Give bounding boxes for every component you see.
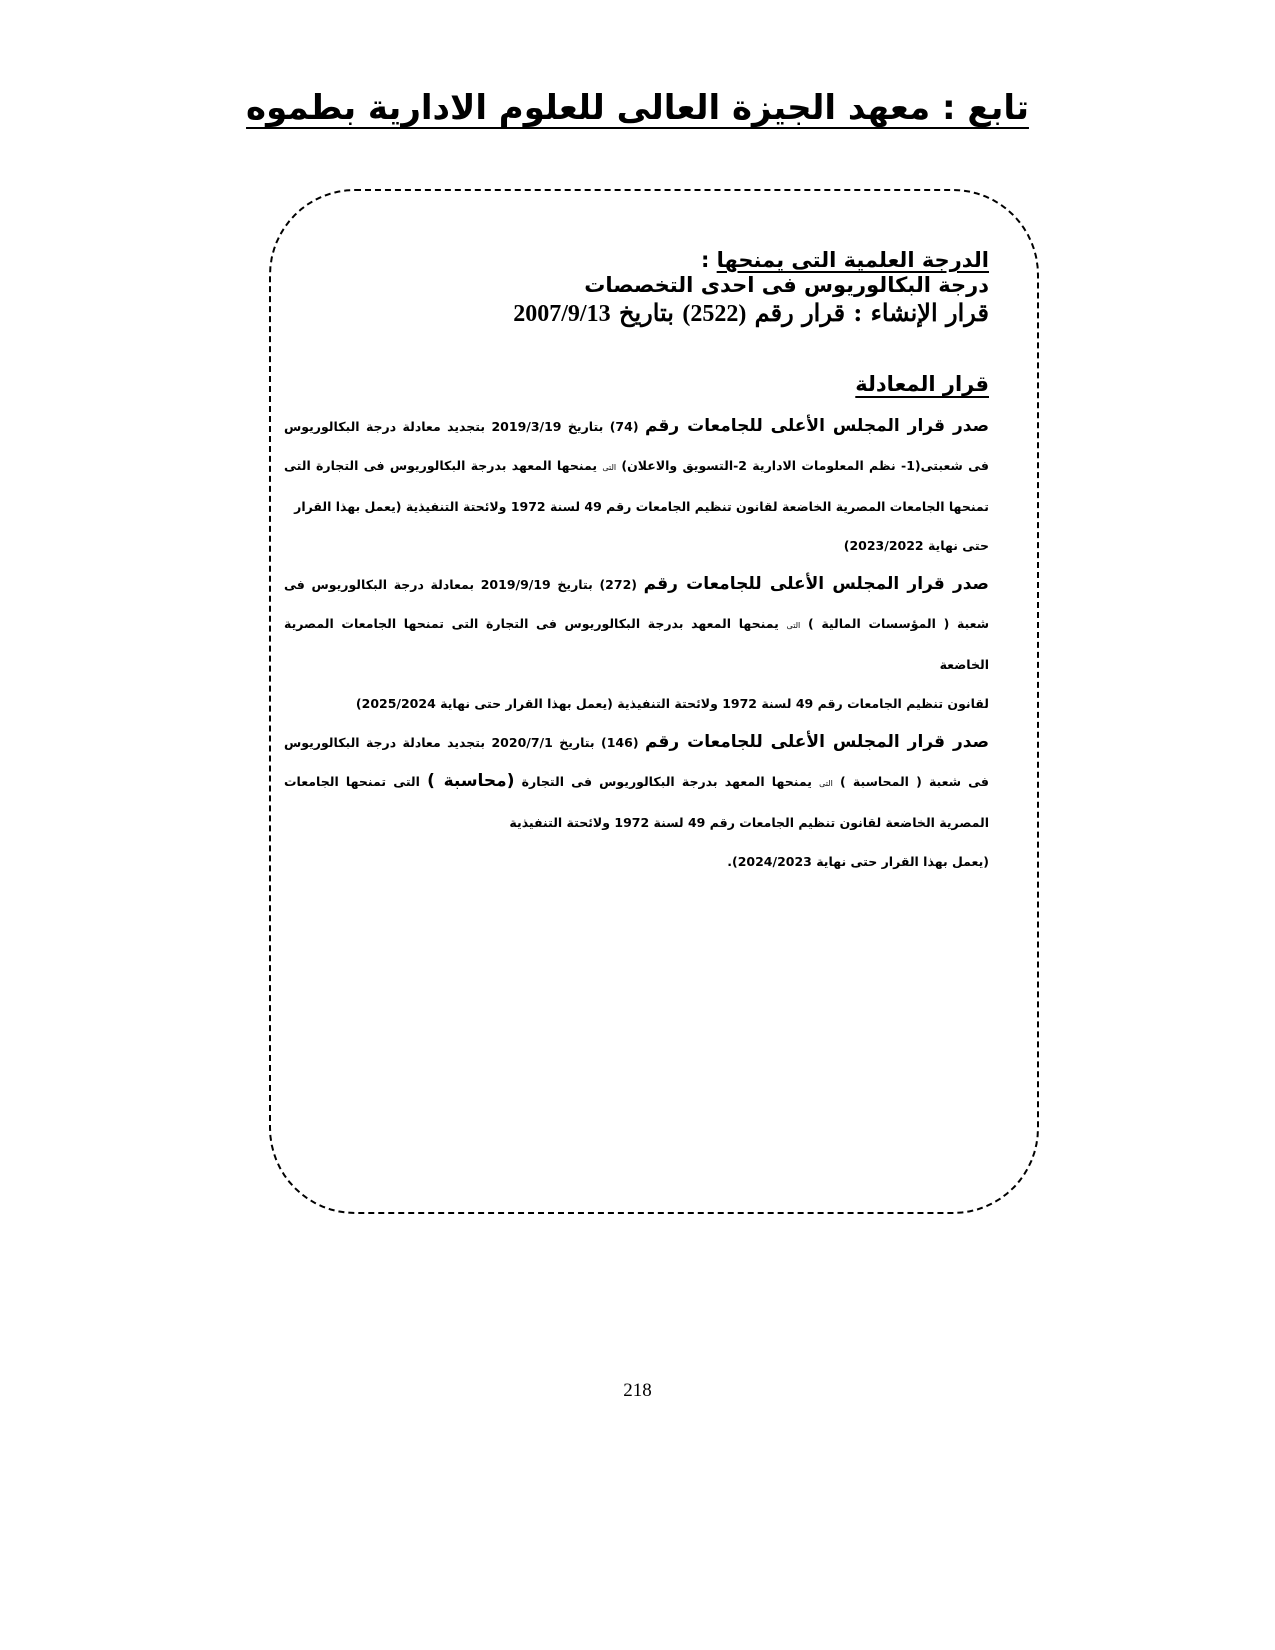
p1-text: (74) بتاريخ 2019/3/19 بتجديد معادلة درجة البكالوريوس فى شعبتى(1- نظم المعلومات الادارية 2-التسويق والاعلان) — [284, 419, 989, 473]
degree-heading-colon: : — [700, 248, 717, 272]
degree-heading-underlined: الدرجة العلمية التى يمنحها — [716, 248, 989, 272]
p3-text: (146) بتاريخ 2020/7/1 بتجديد معادلة درجة البكالوريوس فى شعبة ( المحاسبة ) — [284, 735, 989, 789]
page-title-text: تابع : معهد الجيزة العالى للعلوم الادارية بطموه — [246, 88, 1029, 128]
p3-accounting-word: (محاسبة ) — [427, 771, 515, 791]
p1-text-2: يمنحها المعهد بدرجة البكالوريوس فى التجارة التى تمنحها الجامعات المصرية الخاضعة لقانون تنظيم الجامعات رقم 49 لسنة 1972 ولائحتة التنفيذية (يعمل بهذا القرار — [284, 458, 989, 514]
p1-lead: صدر قرار المجلس الأعلى للجامعات رقم — [644, 416, 989, 436]
content-area — [284, 248, 989, 881]
p3-text-2: يمنحها المعهد بدرجة البكالوريوس فى التجارة — [514, 774, 820, 789]
degree-block — [294, 248, 989, 329]
establishment-decree — [294, 298, 989, 329]
degree-name: درجة البكالوريوس فى احدى التخصصات — [584, 273, 989, 297]
p1-small-word: التى — [602, 463, 617, 472]
equivalence-paragraph-2 — [284, 565, 989, 723]
page-number: 218 — [623, 1380, 652, 1401]
p3-last-line: (يعمل بهذا القرار حتى نهاية 2024/2023). — [727, 854, 989, 869]
p1-last-line: حتى نهاية 2023/2022) — [843, 538, 989, 553]
p3-text-3: التى تمنحها الجامعات المصرية الخاضعة لقانون تنظيم الجامعات رقم 49 لسنة 1972 ولائحتة التنفيذية — [284, 774, 989, 830]
equivalence-paragraph-3 — [284, 723, 989, 881]
degree-heading — [294, 248, 989, 273]
equivalence-paragraph-1 — [284, 407, 989, 565]
equivalence-title: قرار المعادلة — [855, 372, 989, 396]
decree-date: 2007/9/13 — [513, 301, 611, 327]
p3-small-word: التى — [819, 779, 833, 788]
p3-lead: صدر قرار المجلس الأعلى للجامعات رقم — [644, 732, 989, 752]
p2-last-line: لقانون تنظيم الجامعات رقم 49 لسنة 1972 ولائحتة التنفيذية (يعمل بهذا القرار حتى نهاية 2025/2024) — [355, 696, 989, 711]
decree-prefix: قرار الإنشاء : قرار رقم — [746, 298, 989, 327]
p2-lead: صدر قرار المجلس الأعلى للجامعات رقم — [643, 574, 989, 594]
p2-small-word: التى — [786, 621, 801, 630]
decree-mid: بتاريخ — [610, 298, 683, 327]
p2-text-2: يمنحها المعهد بدرجة البكالوريوس فى التجارة التى تمنحها الجامعات المصرية الخاضعة — [284, 616, 989, 672]
page-title — [0, 88, 1275, 128]
decree-number: (2522) — [682, 301, 747, 327]
p2-text: (272) بتاريخ 2019/9/19 بمعادلة درجة البكالوريوس فى شعبة ( المؤسسات المالية ) — [284, 577, 990, 631]
